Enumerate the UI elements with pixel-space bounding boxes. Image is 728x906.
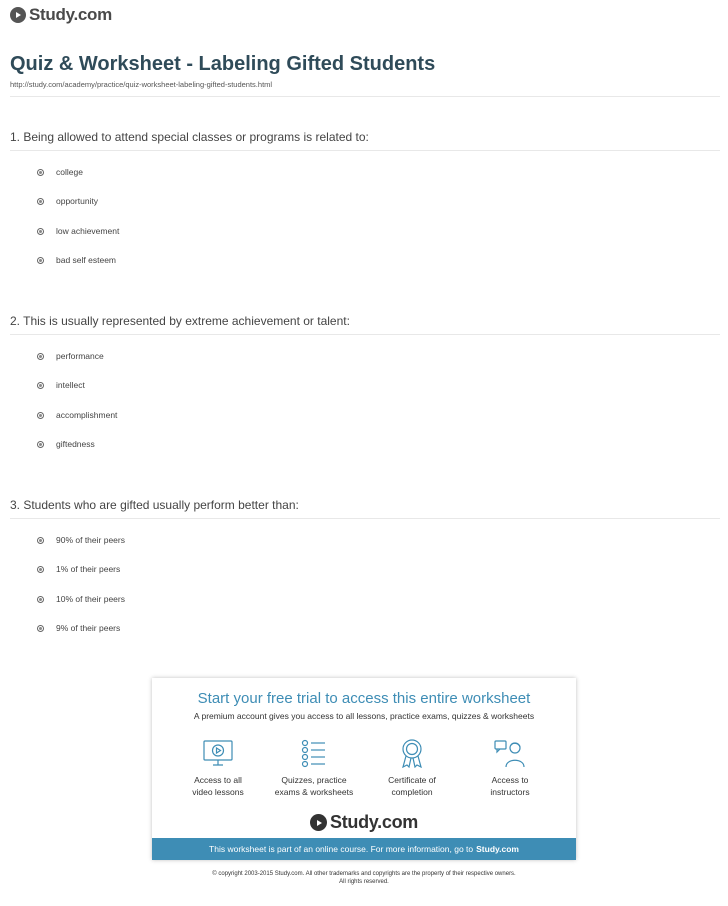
feature-quizzes <box>266 738 362 798</box>
feature-instructors <box>462 738 558 798</box>
logo-text: Study.com <box>330 812 418 832</box>
answer-option[interactable] <box>37 594 125 604</box>
feature-label: video lessons <box>192 787 244 797</box>
question-2: 2. This is usually represented by extreme achievement or talent: <box>10 314 350 328</box>
option-label: 90% of their peers <box>56 535 125 545</box>
radio-icon[interactable] <box>37 169 44 176</box>
answer-option[interactable] <box>37 255 116 265</box>
quiz-list-icon <box>297 738 331 768</box>
question-divider <box>10 334 720 335</box>
radio-icon[interactable] <box>37 257 44 264</box>
question-divider <box>10 518 720 519</box>
question-divider <box>10 150 720 151</box>
page-title: Quiz & Worksheet - Labeling Gifted Students <box>10 53 436 75</box>
answer-option[interactable] <box>37 196 98 206</box>
promo-headline[interactable]: Start your free trial to access this entire worksheet <box>197 690 531 707</box>
study-logo[interactable] <box>10 5 112 25</box>
answer-option[interactable] <box>37 410 117 420</box>
answer-option[interactable] <box>37 535 125 545</box>
copyright-line: All rights reserved. <box>339 879 389 885</box>
certificate-icon <box>395 738 429 768</box>
promo-logo[interactable] <box>152 812 576 833</box>
study-link[interactable]: Study.com <box>476 844 519 854</box>
copyright <box>0 870 728 886</box>
option-label: accomplishment <box>56 410 118 420</box>
radio-icon[interactable] <box>37 537 44 544</box>
video-lesson-icon <box>201 738 235 768</box>
feature-label: Access to <box>491 775 529 785</box>
radio-icon[interactable] <box>37 596 44 603</box>
feature-certificate <box>364 738 460 798</box>
radio-icon[interactable] <box>37 353 44 360</box>
option-label: 9% of their peers <box>56 623 121 633</box>
answer-option[interactable] <box>37 167 83 177</box>
radio-icon[interactable] <box>37 228 44 235</box>
logo-text: Study.com <box>29 5 112 24</box>
header-divider <box>10 96 720 97</box>
question-3: 3. Students who are gifted usually perform better than: <box>10 498 299 512</box>
option-label: college <box>56 167 83 177</box>
free-trial-promo <box>152 678 576 860</box>
answer-option[interactable] <box>37 351 104 361</box>
radio-icon[interactable] <box>37 625 44 632</box>
radio-icon[interactable] <box>37 198 44 205</box>
radio-icon[interactable] <box>37 382 44 389</box>
feature-label: Quizzes, practice <box>281 775 347 785</box>
option-label: opportunity <box>56 196 99 206</box>
option-label: low achievement <box>56 226 120 236</box>
question-1: 1. Being allowed to attend special classes or programs is related to: <box>10 130 369 144</box>
feature-label: instructors <box>490 787 530 797</box>
answer-option[interactable] <box>37 226 119 236</box>
option-label: performance <box>56 351 104 361</box>
answer-option[interactable] <box>37 623 120 633</box>
feature-label: Access to all <box>194 775 242 785</box>
feature-label: Certificate of <box>388 775 436 785</box>
feature-label: exams & worksheets <box>274 787 354 797</box>
play-icon <box>10 7 26 23</box>
play-icon <box>310 814 327 831</box>
answer-option[interactable] <box>37 564 120 574</box>
copyright-line: © copyright 2003-2015 Study.com. All other trademarks and copyrights are the property of their respective owners. <box>212 871 516 877</box>
option-label: intellect <box>56 380 85 390</box>
answer-option[interactable] <box>37 439 95 449</box>
instructor-icon <box>493 738 527 768</box>
promo-footer-text: This worksheet is part of an online course. For more information, go to <box>209 844 474 854</box>
feature-label: completion <box>391 787 433 797</box>
feature-video-lessons <box>170 738 266 798</box>
radio-icon[interactable] <box>37 566 44 573</box>
option-label: 1% of their peers <box>56 564 121 574</box>
option-label: bad self esteem <box>56 255 117 265</box>
promo-subline: A premium account gives you access to all lessons, practice exams, quizzes & worksheets <box>193 711 535 721</box>
radio-icon[interactable] <box>37 441 44 448</box>
option-label: giftedness <box>56 439 95 449</box>
answer-option[interactable] <box>37 380 85 390</box>
option-label: 10% of their peers <box>56 594 125 604</box>
radio-icon[interactable] <box>37 412 44 419</box>
promo-footer-bar <box>152 838 576 860</box>
page-url[interactable]: http://study.com/academy/practice/quiz-worksheet-labeling-gifted-students.html <box>10 80 273 89</box>
